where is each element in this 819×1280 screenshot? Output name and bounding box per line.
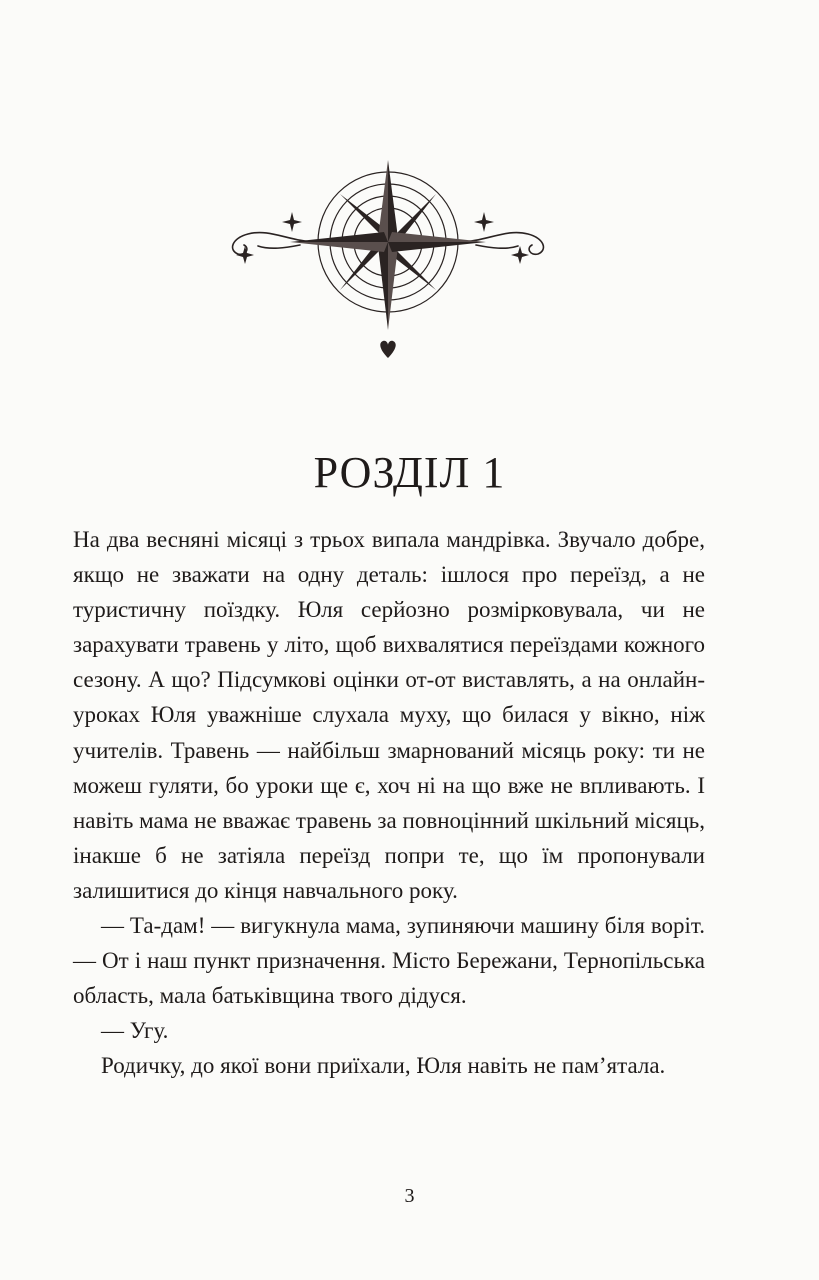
chapter-title: РОЗДІЛ 1	[313, 448, 506, 498]
chapter-ornament	[0, 150, 819, 360]
chapter-body-text	[73, 522, 705, 1084]
page-number: 3	[404, 1185, 415, 1207]
paragraph: — Та-дам! — вигукнула мама, зупиняючи машину біля воріт. — От і наш пункт призначення. Місто Бережани, Тернопільська область, мала батьківщина твого дідуся.	[73, 913, 705, 1009]
paragraph: Родичку, до якої вони приїхали, Юля навіть не пам’ятала.	[101, 1053, 666, 1079]
compass-rose-icon	[0, 150, 819, 360]
paragraph: — Угу.	[101, 1018, 169, 1044]
paragraph: На два весняні місяці з трьох випала мандрівка. Звучало добре, якщо не зважати на одну деталь: ішлося про переїзд, а не туристичну поїздку. Юля серйозно розмірковувала, чи не зарахувати травень у літо, щоб вихвалятися переїздами кожного сезону. А що? Підсумкові оцінки от-от виставлять, а на онлайн-уроках Юля уважніше слухала муху, що билася у вікно, ніж учителів. Травень — найбільш змарнований місяць року: ти не можеш гуляти, бо уроки ще є, хоч ні на що вже не впливають. І навіть мама не вважає травень за повноцінний шкільний місяць, інакше б не затіяла переїзд попри те, що їм пропонували залишитися до кінця навчального року.	[73, 527, 705, 903]
